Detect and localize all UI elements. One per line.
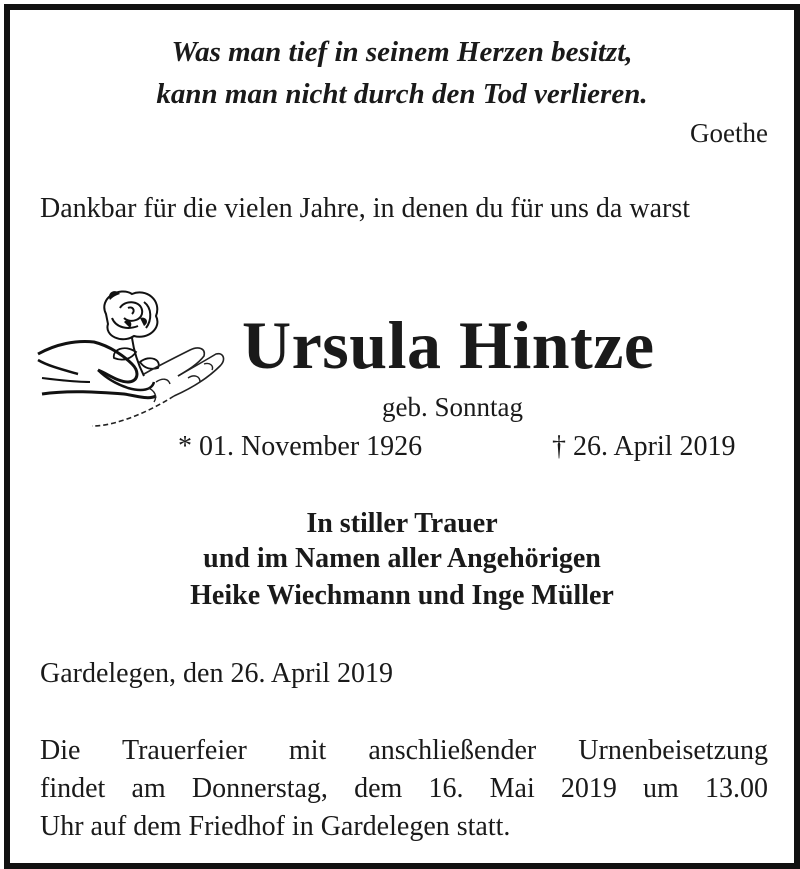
place-date: Gardelegen, den 26. April 2019 [40, 658, 394, 689]
hands-holding-rose-icon [28, 278, 228, 438]
birth-date: * 01. November 1926 [178, 431, 423, 462]
service-line-3: Uhr auf dem Friedhof in Gardelegen statt. [40, 811, 511, 842]
service-line-2: findet am Donnerstag, dem 16. Mai 2019 um 13.00 [40, 773, 768, 804]
maiden-name: geb. Sonntag [382, 392, 523, 422]
obituary-notice [4, 4, 800, 869]
quote-line-2: kann man nicht durch den Tod verlieren. [156, 78, 648, 110]
mourners-line-1: In stiller Trauer [306, 508, 498, 539]
quote-line-1: Was man tief in seinem Herzen besitzt, [171, 36, 633, 68]
mourners-line-2: und im Namen aller Angehörigen [203, 543, 601, 574]
quote-author: Goethe [690, 118, 768, 148]
thanks-text: Dankbar für die vielen Jahre, in denen du für uns da warst [40, 193, 691, 224]
mourners-line-3: Heike Wiechmann und Inge Müller [190, 580, 614, 611]
service-line-1: Die Trauerfeier mit anschließender Urnenbeisetzung [40, 735, 768, 766]
deceased-name: Ursula Hintze [242, 307, 655, 383]
death-date: † 26. April 2019 [552, 431, 736, 462]
service-announcement [40, 732, 768, 846]
